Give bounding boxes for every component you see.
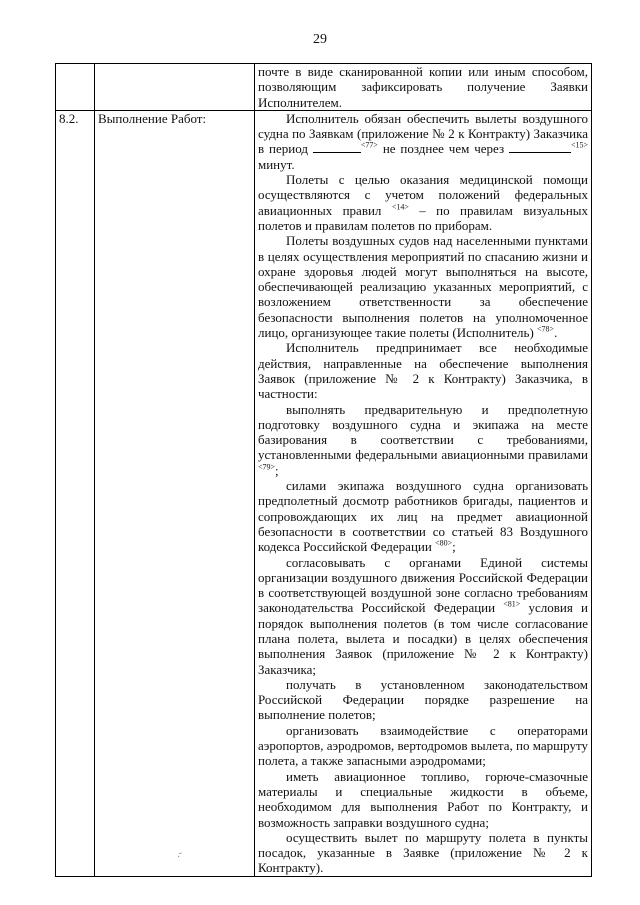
paragraph-departure-obligation: Исполнитель обязан обеспечить вылеты воздушного судна по Заявкам (приложение № 2 к Контракту) Заказчика в период $^{<77>}$ не позднее чем через $^{<15>}$ минут. <box>258 110 589 172</box>
scan-artifact-mark: ·̌ <box>177 852 181 863</box>
paragraph-necessary-actions: Исполнитель предпринимает все необходимые действия, направленные на обеспечение выполнения Заявок (приложение № 2 к Контракту) Заказчика, в частности: <box>258 340 588 402</box>
paragraph-atc-coordination: согласовывать с органами Единой системы организации воздушного движения Российской Федерации в соответствующей воздушной зоне согласно требованиям законодательства Российской Федерации $^{<81>}$ условия и порядок выполнения полетов (в том числе согласование плана полета, вылета и посадки) в целях обеспечения выполнения Заявок (приложение № 2 к Контракту) Заказчика; <box>258 554 589 677</box>
footnote-ref: <80> <box>435 538 453 548</box>
blank-minutes-field <box>509 142 571 153</box>
continuation-title-cell <box>95 64 255 111</box>
paragraph-flight-rules: Полеты с целью оказания медицинской помощи осуществляются с учетом положений федеральных авиационных правил $^{<14>}$ – по правилам визуальных полетов и правилам полетов по приборам. <box>258 172 589 233</box>
clause-title: Выполнение Работ: <box>95 110 255 876</box>
paragraph-route-departure: осуществить вылет по маршруту полета в пункты посадок, указанные в Заявке (приложение № 2 к Контракту). <box>258 829 588 876</box>
clause-number: 8.2. <box>56 110 95 876</box>
continuation-paragraph: почте в виде сканированной копии или иным способом, позволяющим зафиксировать получение Заявки Исполнителем. <box>258 64 588 110</box>
continuation-text-cell <box>255 64 592 111</box>
continuation-row <box>56 64 592 111</box>
blank-period-field <box>313 142 361 153</box>
footnote-ref: <14> <box>391 202 409 212</box>
paragraph-populated-areas: Полеты воздушных судов над населенными пунктами в целях осуществления мероприятий по спасанию жизни и охране здоровья людей могут выполняться на высоте, обеспечивающей реализацию указанных мероприятий, с возложением ответственности за обеспечение безопасности выполнения полетов на уполномоченное лицо, организующее такие полеты (Исполнитель) $^{<78>}$. <box>258 233 588 341</box>
footnote-ref: <78> <box>537 324 555 334</box>
paragraph-security-screening: силами экипажа воздушного судна организовать предполетный досмотр работников бригады, пациентов и сопровождающих их лиц на предмет авиационной безопасности в соответствии со статьей 83 Воздушного кодекса Российской Федерации $^{<80>}$; <box>258 478 588 555</box>
paragraph-flight-permission: получать в установленном законодательством Российской Федерации порядке разрешение на выполнение полетов; <box>258 676 588 723</box>
contract-clauses-table <box>55 63 592 877</box>
paragraph-airport-interaction: организовать взаимодействие с операторами аэропортов, аэродромов, вертодромов вылета, по маршруту полета, а также запасными аэродромами; <box>258 722 588 769</box>
footnote-ref: <77> <box>360 141 378 151</box>
footnote-ref: <81> <box>503 600 521 610</box>
continuation-number-cell <box>56 64 95 111</box>
clause-text-cell <box>255 110 592 876</box>
paragraph-fuel-supply: иметь авиационное топливо, горюче-смазочные материалы и специальные жидкости в объеме, необходимом для выполнения Работ по Контракту, и возможность заправки воздушного судна; <box>258 768 588 830</box>
footnote-ref: <15> <box>571 141 589 151</box>
page-number: 29 <box>313 32 327 47</box>
paragraph-preflight-preparation: выполнять предварительную и предполетную подготовку воздушного судна и экипажа на месте базирования в соответствии с требованиями, установленными федеральными авиационными правилами $^{<79>}$; <box>258 401 588 478</box>
clause-row-8-2 <box>56 110 592 876</box>
footnote-ref: <79> <box>258 462 276 472</box>
